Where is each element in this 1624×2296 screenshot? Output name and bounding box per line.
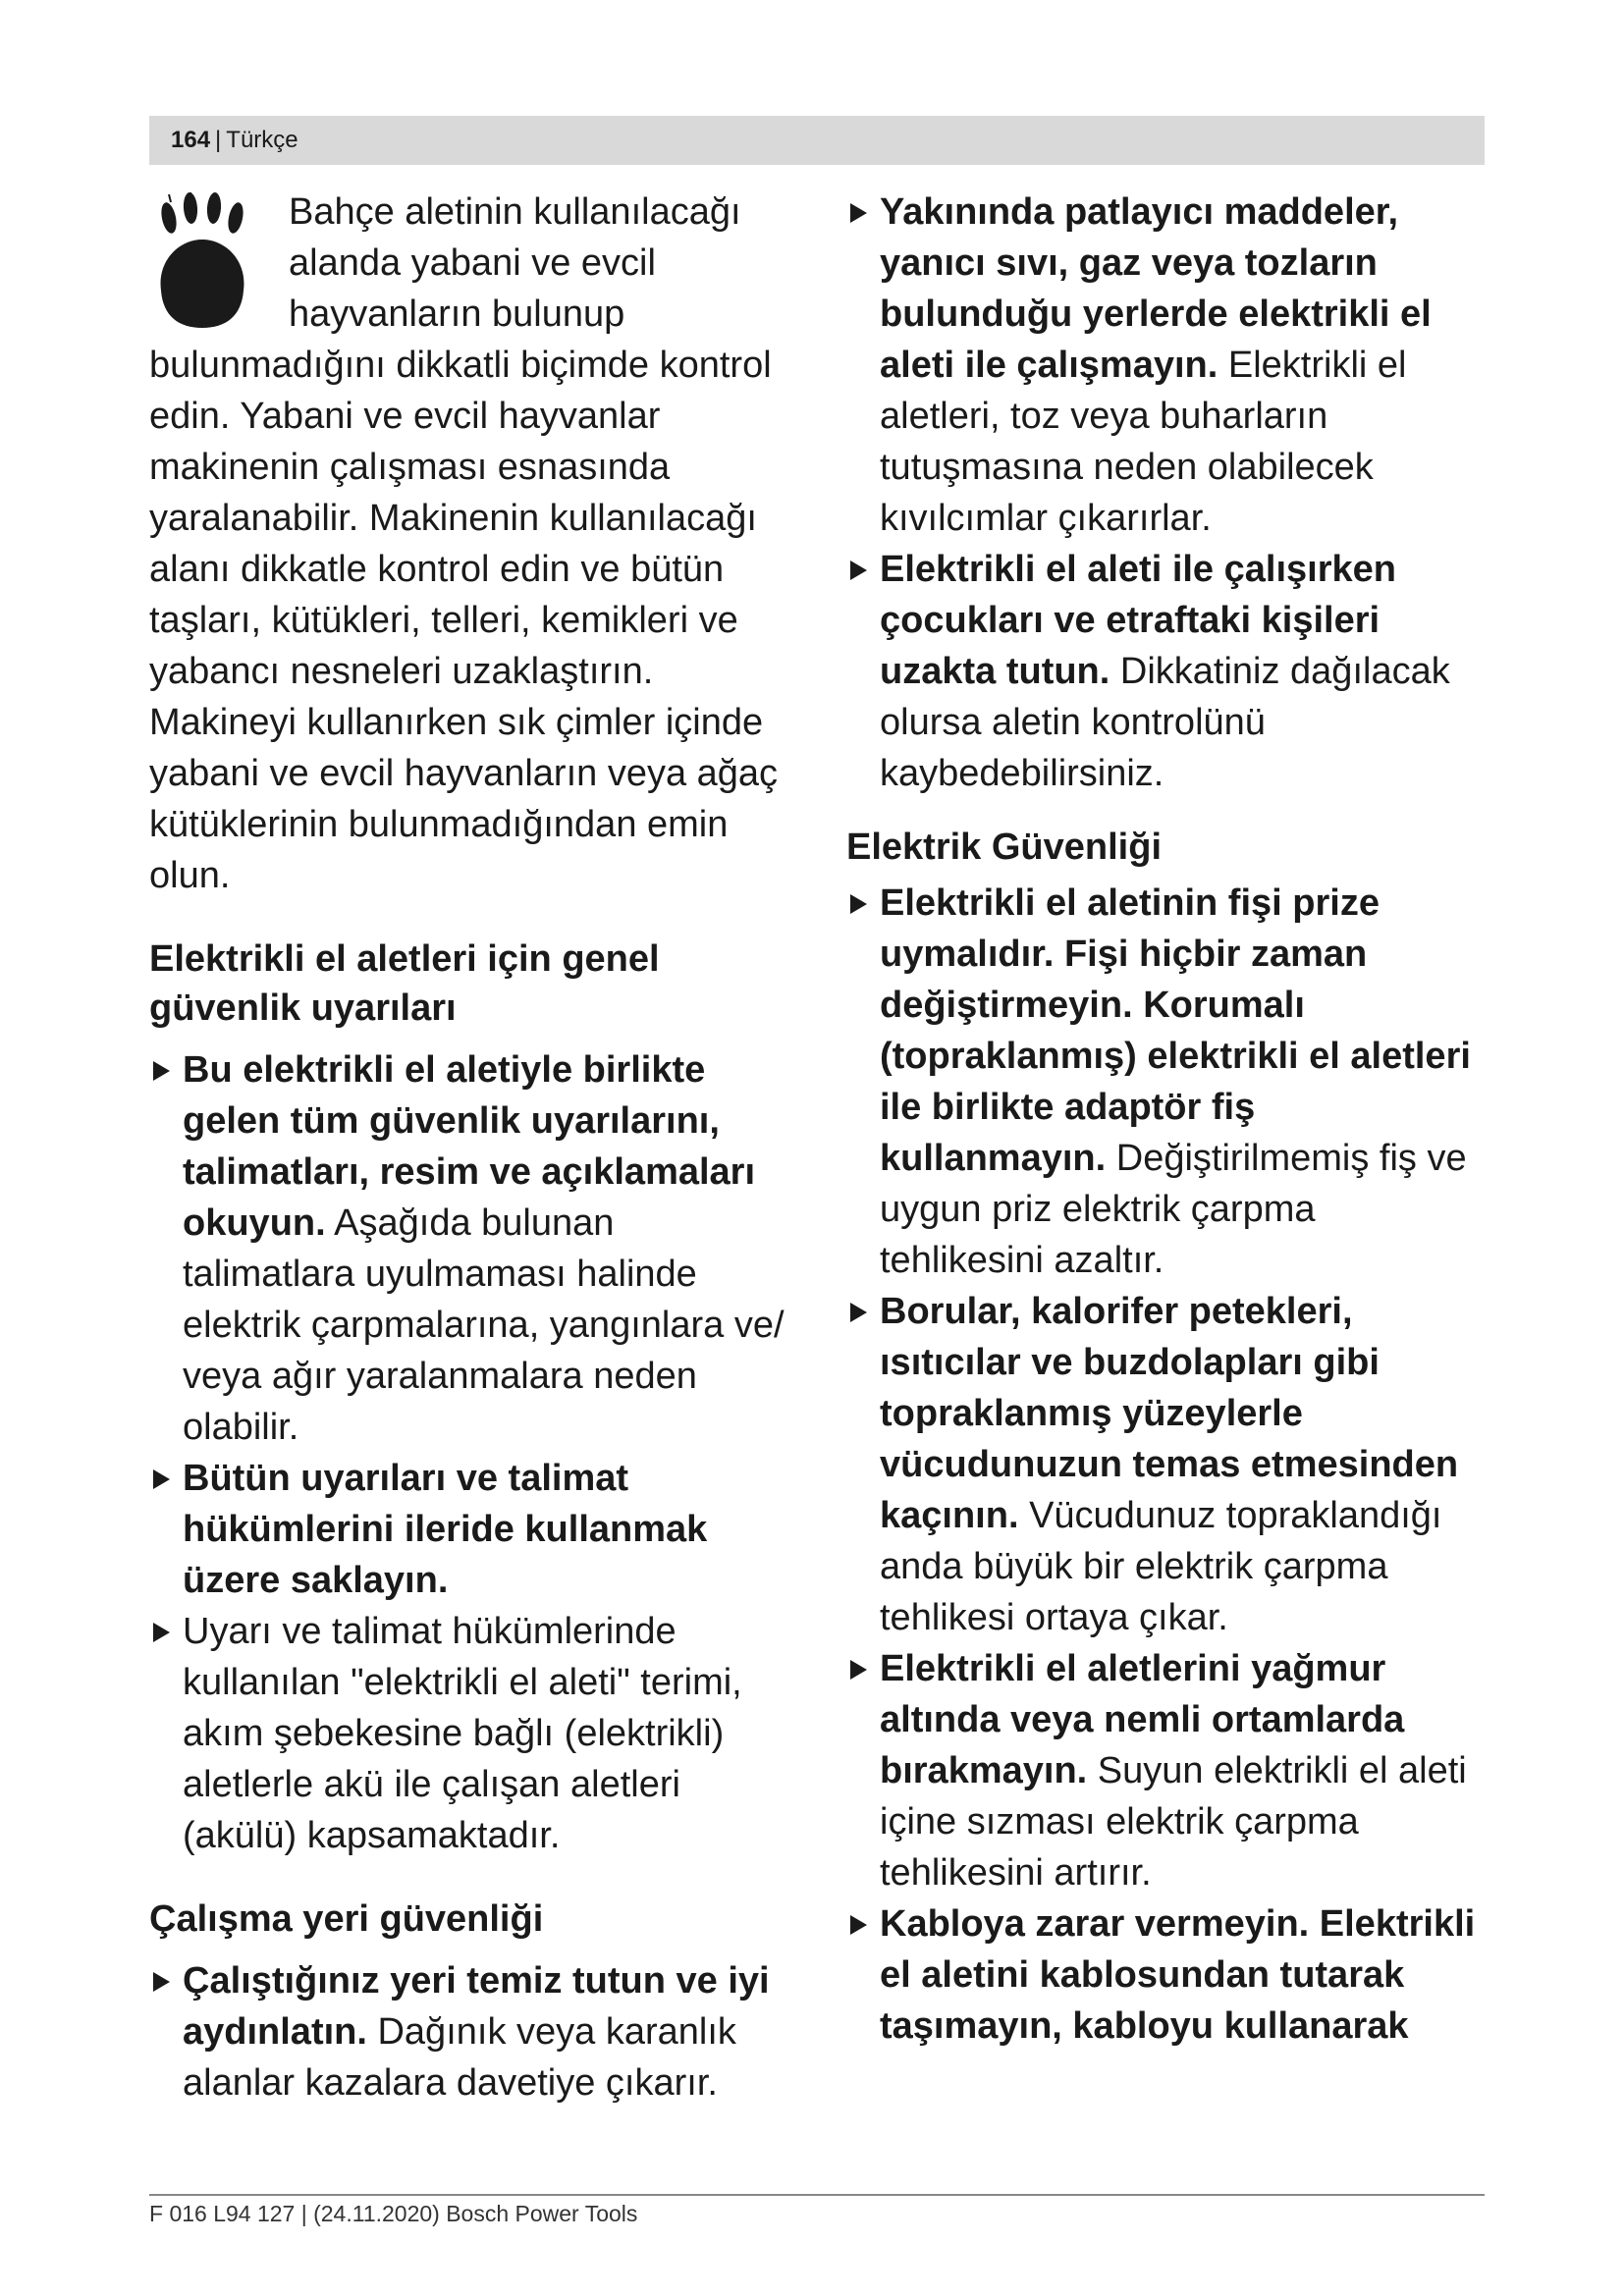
bullet-triangle-icon <box>153 1972 170 1992</box>
bullet-bold-text: Elektrikli el aletlerini yağmur altında veya nemli ortamlarda bırakmayın. <box>880 1648 1405 1791</box>
header-separator: | <box>215 127 222 153</box>
list-item <box>846 878 1485 1286</box>
bullet-text: Vücudunuz topraklandığı anda büyük bir elektrik çarpma tehlikesi ortaya çıkar. <box>880 1495 1442 1638</box>
page-header <box>149 116 1485 165</box>
bullet-triangle-icon <box>850 894 867 914</box>
list-item <box>846 1286 1485 1643</box>
bullet-text: Uyarı ve talimat hükümlerinde kullanılan "elektrikli el aleti" terimi, akım şebekesine bağlı (elektrikli) aletlerle akü ile çalışan aletleri (akülü) kapsamaktadır. <box>183 1611 742 1856</box>
left-column <box>149 187 787 2109</box>
heading-electrical-safety: Elektrik Güvenliği <box>846 827 1162 868</box>
bullet-text: Aşağıda bulunan talimatlara uyulmaması halinde elektrik çarpmalarına, yangınlara ve/ veya ağır yaralanmalara neden olabilir. <box>183 1202 785 1448</box>
list-item <box>846 1643 1485 1898</box>
bullet-bold-text: Bu elektrikli el aletiyle birlikte gelen tüm güvenlik uyarılarını, talimatları, resim ve açıklamaları okuyun. <box>183 1049 756 1244</box>
bullet-text: Elektrikli el aletleri, toz veya buharların tutuşmasına neden olabilecek kıvılcımlar çıkarırlar. <box>880 345 1407 539</box>
bullet-text: Dağınık veya karanlık alanlar kazalara davetiye çıkarır. <box>183 2011 736 2104</box>
list-item <box>846 544 1485 799</box>
bullet-text: Dikkatiniz dağılacak olursa aletin kontrolünü kaybedebilirsiniz. <box>880 651 1450 794</box>
bullet-triangle-icon <box>850 1303 867 1322</box>
bullet-bold-text: Elektrikli el aletinin fişi prize uymalıdır. Fişi hiçbir zaman değiştirmeyin. Korumalı (topraklanmış) elektrikli el aletleri ile birlikte adaptör fiş kullanmayın. <box>880 882 1471 1179</box>
bullet-bold-text: Yakınında patlayıcı maddeler, yanıcı sıvı, gaz veya tozların bulunduğu yerlerde elektrikli el aleti ile çalışmayın. <box>880 191 1432 386</box>
bullet-triangle-icon <box>850 561 867 580</box>
heading-general-safety: Elektrikli el aletleri için genel güvenlik uyarıları <box>149 938 660 1029</box>
list-item <box>846 1898 1485 2052</box>
bullet-triangle-icon <box>850 1915 867 1935</box>
bullet-triangle-icon <box>153 1469 170 1489</box>
header-language: Türkçe <box>226 127 298 153</box>
bullet-triangle-icon <box>153 1061 170 1081</box>
bullet-bold-text: Bütün uyarıları ve talimat hükümlerini ileride kullanmak üzere saklayın. <box>183 1458 708 1601</box>
list-item <box>149 1606 787 1861</box>
list-item <box>149 1955 787 2109</box>
right-column <box>846 187 1485 2052</box>
bullet-text: Suyun elektrikli el aleti içine sızması elektrik çarpma tehlikesini artırır. <box>880 1750 1467 1894</box>
list-item <box>149 1453 787 1606</box>
list-item <box>846 187 1485 544</box>
intro-paragraph: Bahçe aletinin kullanılacağı alanda yabani ve evcil hayvanların bulunup bulunmadığını dikkatli biçimde kontrol edin. Yabani ve evcil hayvanlar makinenin çalışması esnasında yaralanabilir. Makinenin kullanılacağı alanı dikkatle kontrol edin ve bütün taşları, kütükleri, telleri, kemikleri ve yabancı nesneleri uzaklaştırın. Makineyi kullanırken sık çimler içinde yabani ve evcil hayvanların veya ağaç kütüklerinin bulunmadığından emin olun. <box>149 191 779 896</box>
bullet-triangle-icon <box>850 203 867 223</box>
bullet-bold-text: Kabloya zarar vermeyin. Elektrikli el aletini kablosundan tutarak taşımayın, kabloyu kullanarak <box>880 1903 1476 2047</box>
list-item <box>149 1044 787 1453</box>
footer-divider <box>149 2194 1485 2196</box>
paw-icon <box>149 192 255 340</box>
bullet-triangle-icon <box>153 1623 170 1642</box>
bullet-triangle-icon <box>850 1660 867 1680</box>
page-number: 164 <box>171 127 211 153</box>
bullet-text: Değiştirilmemiş fiş ve uygun priz elektrik çarpma tehlikesini azaltır. <box>880 1138 1467 1281</box>
bullet-bold-text: Borular, kalorifer petekleri, ısıtıcılar ve buzdolapları gibi topraklanmış yüzeylerle vücudunuzun temas etmesinden kaçının. <box>880 1291 1459 1536</box>
page-footer: F 016 L94 127 | (24.11.2020) Bosch Power Tools <box>149 2201 638 2226</box>
heading-work-area: Çalışma yeri güvenliği <box>149 1898 544 1940</box>
bullet-bold-text: Çalıştığınız yeri temiz tutun ve iyi aydınlatın. <box>183 1960 770 2053</box>
bullet-bold-text: Elektrikli el aleti ile çalışırken çocukları ve etraftaki kişileri uzakta tutun. <box>880 549 1396 692</box>
